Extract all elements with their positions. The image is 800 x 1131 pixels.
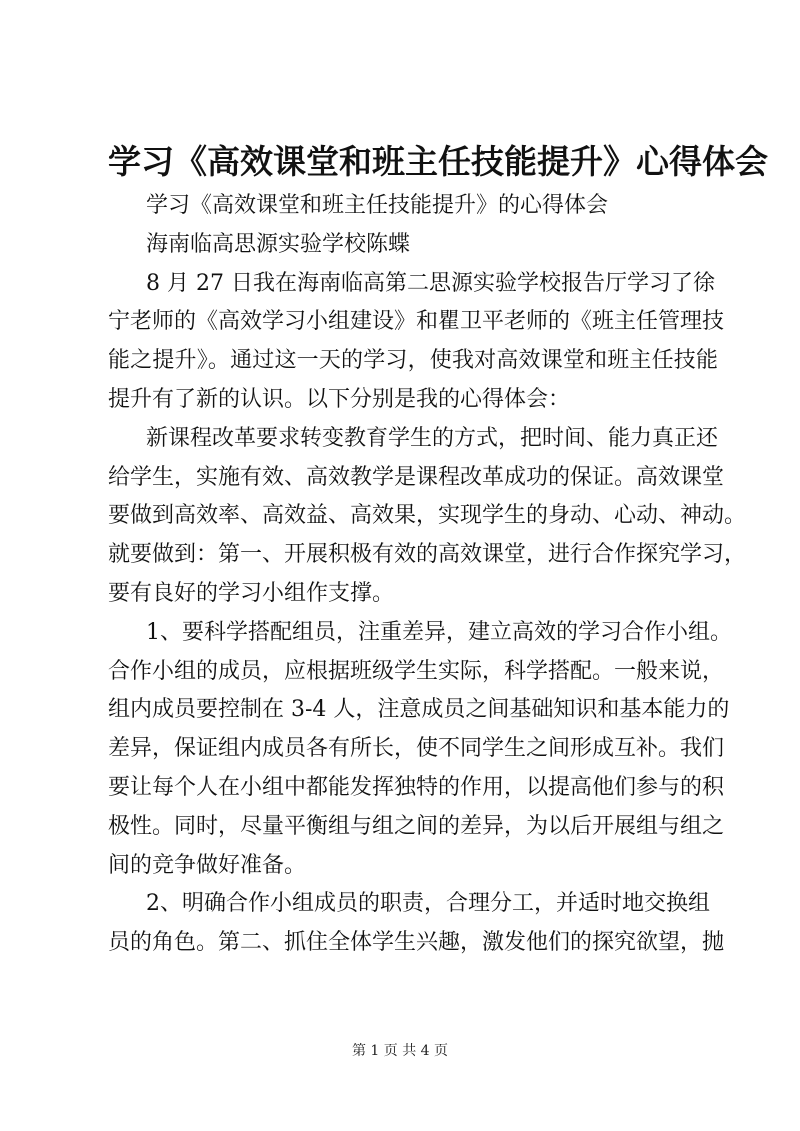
body-line: 提升有了新的认识。以下分别是我的心得体会： [108,386,571,412]
body-line: 间的竞争做好准备。 [108,852,307,878]
body-line: 1、要科学搭配组员，注重差异，建立高效的学习合作小组。 [146,619,732,645]
body-line: 宁老师的《高效学习小组建设》和瞿卫平老师的《班主任管理技 [108,309,725,335]
body-line: 差异，保证组内成员各有所长，使不同学生之间形成互补。我们 [108,736,725,762]
body-line: 新课程改革要求转变教育学生的方式，把时间、能力真正还 [146,425,719,451]
body-line: 就要做到：第一、开展积极有效的高效课堂，进行合作探究学习， [108,542,747,568]
body-line: 能之提升》。通过这一天的学习，使我对高效课堂和班主任技能 [108,348,718,374]
body-line: 组内成员要控制在 3-4 人，注意成员之间基础知识和基本能力的 [108,697,730,723]
body-line: 学习《高效课堂和班主任技能提升》的心得体会 [146,193,609,218]
body-line: 2、明确合作小组成员的职责，合理分工，并适时地交换组 [146,891,710,917]
body-line: 要有良好的学习小组作支撑。 [108,580,395,606]
body-line: 合作小组的成员，应根据班级学生实际，科学搭配。一般来说， [108,658,725,684]
body-line: 8 月 27 日我在海南临高第二思源实验学校报告厅学习了徐 [146,270,715,296]
document-title: 学习《高效课堂和班主任技能提升》心得体会 [108,142,768,181]
body-line: 海南临高思源实验学校陈蝶 [146,231,411,257]
body-line: 要做到高效率、高效益、高效果，实现学生的身动、心动、神动。 [108,503,747,529]
body-line: 员的角色。第二、抓住全体学生兴趣，激发他们的探究欲望，抛 [108,930,725,956]
body-line: 极性。同时，尽量平衡组与组之间的差异，为以后开展组与组之 [108,813,725,839]
document-body [108,187,747,963]
body-line: 给学生，实施有效、高效教学是课程改革成功的保证。高效课堂 [108,464,725,490]
page-footer: 第 1 页 共 4 页 [351,1043,449,1059]
body-line: 要让每个人在小组中都能发挥独特的作用，以提高他们参与的积 [108,774,725,800]
